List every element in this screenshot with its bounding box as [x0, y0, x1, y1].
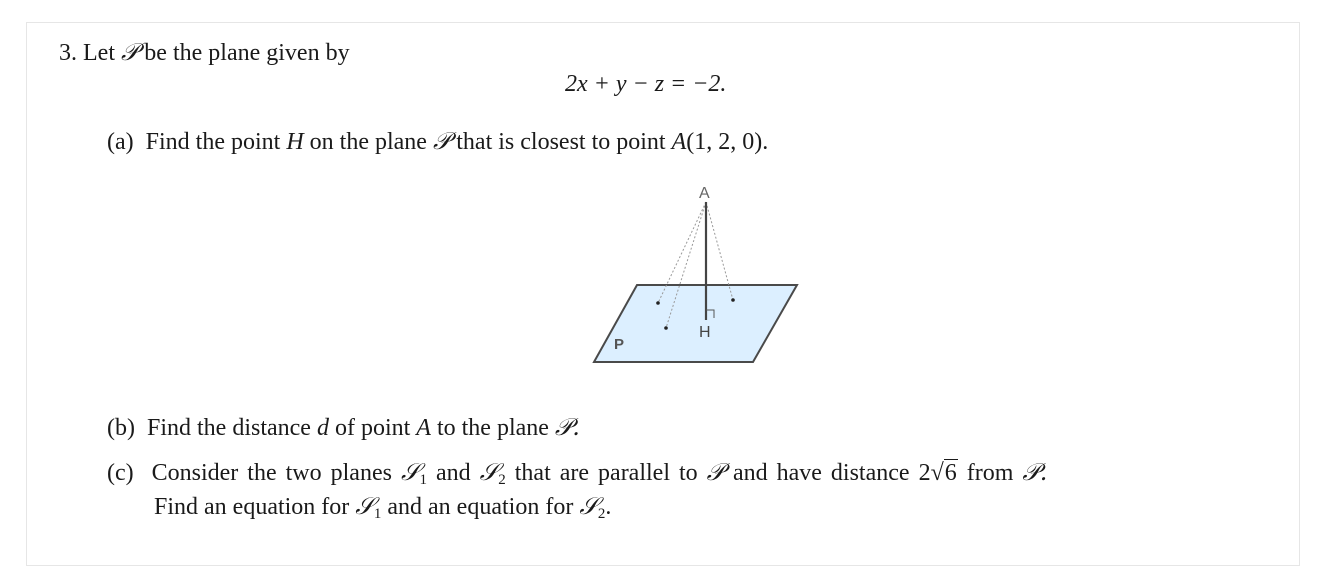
plane-s1-symbol: 𝒮: [355, 492, 374, 520]
plane-symbol: 𝒫.: [554, 413, 580, 441]
point-a-coords: (1, 2, 0).: [686, 129, 769, 155]
label-p: P: [614, 336, 625, 353]
part-a-text-2: on the plane: [309, 129, 427, 155]
part-b-text-2: of point: [334, 415, 411, 441]
subscript-1: 1: [373, 506, 382, 522]
part-b-label: (b): [107, 415, 135, 441]
plane-symbol: 𝒫: [706, 458, 724, 486]
part-a-text-3: that is closest to point: [456, 129, 666, 155]
distance-coefficient: 2: [918, 460, 931, 486]
distance-d: d: [316, 415, 329, 441]
part-b-text-1: Find the distance: [146, 415, 311, 441]
part-c-line-2: [154, 492, 611, 523]
point-a: A: [671, 129, 687, 155]
plane-s2-symbol: 𝒮: [479, 458, 499, 486]
intro-rest: be the plane given by: [144, 40, 350, 66]
period: .: [605, 494, 612, 520]
part-b-text-3: to the plane: [436, 415, 549, 441]
part-c-line-1: [107, 458, 1047, 489]
part-c-text-1: Consider the two planes: [151, 460, 392, 486]
distance-value: [919, 459, 958, 486]
subscript-2: 2: [597, 506, 606, 522]
plane-symbol: 𝒫: [120, 38, 139, 66]
point-a: A: [416, 415, 431, 441]
part-a-text-1: Find the point: [145, 129, 281, 155]
radicand: 6: [944, 460, 957, 486]
plane-s2-symbol: 𝒮: [579, 492, 598, 520]
part-c-text-6: and an equation for: [387, 494, 574, 520]
part-c-text-5: Find an equation for: [154, 494, 350, 520]
point-h: H: [286, 129, 304, 155]
part-c-label: (c): [107, 460, 134, 486]
label-h: H: [699, 324, 711, 341]
plane-point: [731, 298, 735, 302]
label-a: A: [699, 185, 710, 202]
part-c-text-2: that are parallel to: [514, 460, 698, 486]
part-c-text-4: from: [966, 460, 1014, 486]
subscript-2: 2: [498, 472, 506, 488]
plane-symbol: 𝒫.: [1022, 458, 1048, 486]
part-a: [107, 127, 768, 156]
plane-s1-symbol: 𝒮: [400, 458, 420, 486]
part-c-text-3: and have distance: [732, 460, 910, 486]
sqrt-symbol: √: [930, 460, 944, 486]
and-text: and: [436, 460, 471, 486]
problem-number: 3.: [59, 40, 77, 66]
plane-symbol: 𝒫: [432, 127, 451, 155]
problem-intro: [59, 38, 350, 67]
plane-figure: [590, 180, 810, 370]
plane-point: [656, 301, 660, 305]
plane-shape: [594, 285, 797, 362]
plane-equation: 2x + y − z = −2.: [565, 71, 727, 97]
part-b: [107, 413, 580, 442]
intro-text: Let: [83, 40, 115, 66]
plane-point: [664, 326, 668, 330]
part-a-label: (a): [107, 129, 134, 155]
subscript-1: 1: [419, 472, 428, 488]
